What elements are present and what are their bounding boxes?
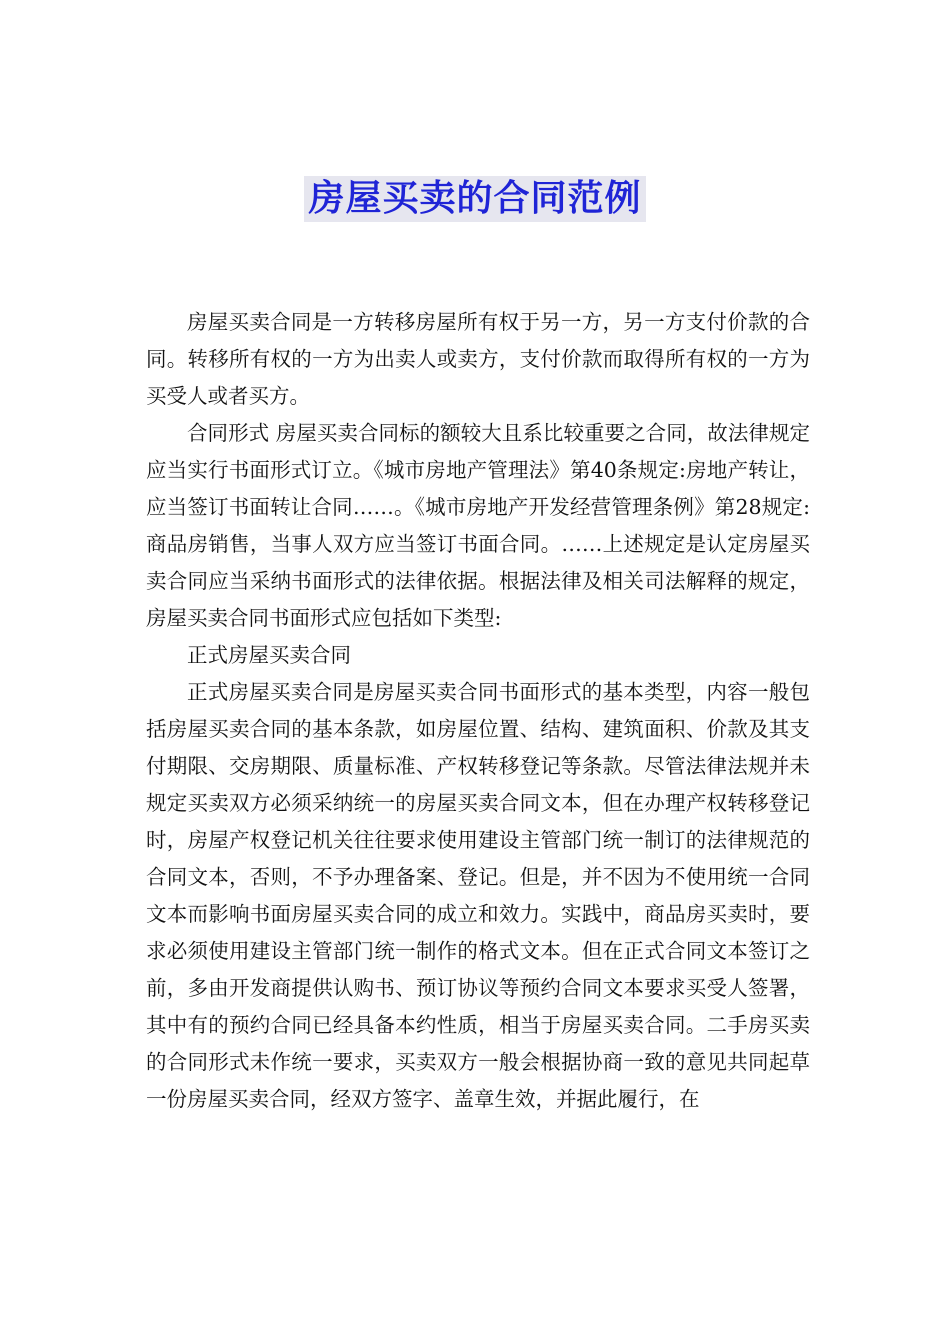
paragraph-contract-form: 合同形式 房屋买卖合同标的额较大且系比较重要之合同，故法律规定应当实行书面形式订立。《城市房地产管理法》第40条规定:房地产转让，应当签订书面转让合同……。《城市房地产开发经营管理条例》第28规定:商品房销售，当事人双方应当签订书面合同。……上述规定是认定房屋买卖合同应当采纳书面形式的法律依据。根据法律及相关司法解释的规定，房屋买卖合同书面形式应包括如下类型: (146, 421, 810, 630)
document-body (146, 304, 810, 1118)
title-block (0, 176, 950, 222)
paragraph-formal-contract: 正式房屋买卖合同是房屋买卖合同书面形式的基本类型，内容一般包括房屋买卖合同的基本条款，如房屋位置、结构、建筑面积、价款及其支付期限、交房期限、质量标准、产权转移登记等条款。尽管法律法规并未规定买卖双方必须采纳统一的房屋买卖合同文本，但在办理产权转移登记时，房屋产权登记机关往往要求使用建设主管部门统一制订的法律规范的合同文本，否则，不予办理备案、登记。但是，并不因为不使用统一合同文本而影响书面房屋买卖合同的成立和效力。实践中，商品房买卖时，要求必须使用建设主管部门统一制作的格式文本。但在正式合同文本签订之前，多由开发商提供认购书、预订协议等预约合同文本要求买受人签署，其中有的预约合同已经具备本约性质，相当于房屋买卖合同。二手房买卖的合同形式未作统一要求，买卖双方一般会根据协商一致的意见共同起草一份房屋买卖合同，经双方签字、盖章生效，并据此履行，在 (146, 680, 810, 1111)
paragraph-definition: 房屋买卖合同是一方转移房屋所有权于另一方，另一方支付价款的合同。转移所有权的一方为出卖人或卖方，支付价款而取得所有权的一方为买受人或者买方。 (146, 310, 810, 408)
paragraph-heading-formal-contract: 正式房屋买卖合同 (187, 643, 351, 667)
document-title: 房屋买卖的合同范例 (304, 176, 645, 222)
